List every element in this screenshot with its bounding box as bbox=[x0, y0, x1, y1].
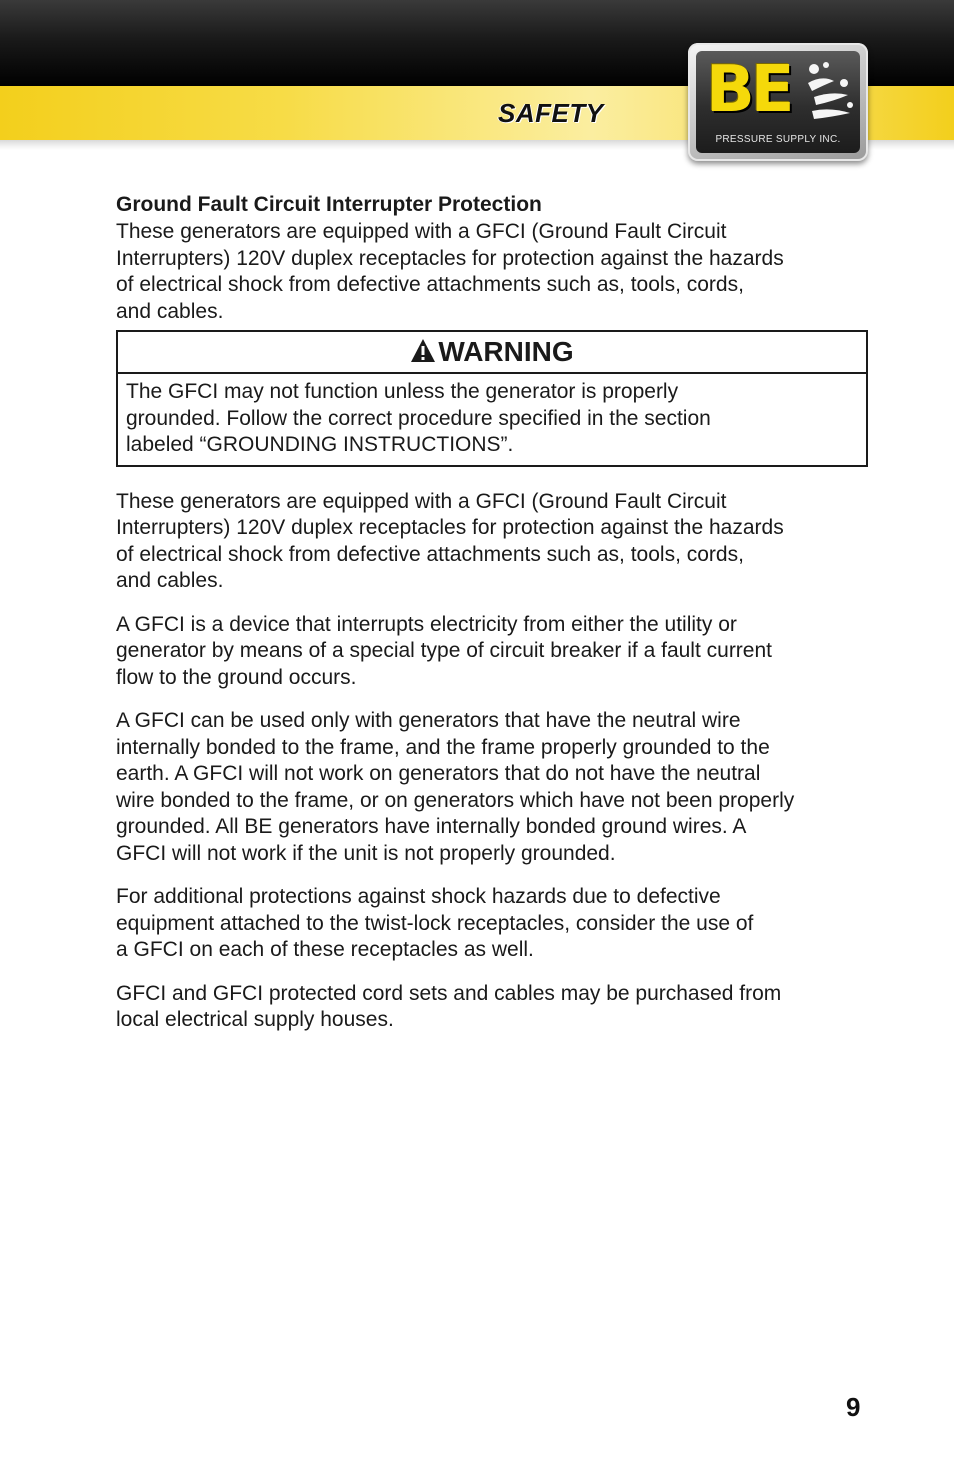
logo-tagline: PRESSURE SUPPLY INC. bbox=[715, 134, 841, 145]
spacer bbox=[116, 964, 868, 981]
logo-letters: BE bbox=[706, 53, 791, 127]
warning-header bbox=[118, 332, 866, 374]
section-title: SAFETY bbox=[498, 98, 604, 128]
paragraph: A GFCI is a device that interrupts electricity from either the utility or generator by means of a special type of circuit breaker if a fault current flow to the ground occurs. bbox=[116, 612, 772, 689]
spacer bbox=[116, 691, 868, 708]
page-content bbox=[116, 190, 868, 1034]
paragraph: A GFCI can be used only with generators that have the neutral wire internally bonded to the frame, and the frame properly grounded to the earth. A GFCI will not work on generators that do not have the neutral wire bonded to the frame, or on generators which have not been properly grounded. All BE generators have internally bonded ground wires. A GFCI will not work if the unit is not properly grounded. bbox=[116, 709, 795, 865]
spacer bbox=[116, 595, 868, 612]
spacer bbox=[116, 467, 868, 489]
warning-text: The GFCI may not function unless the generator is properly grounded. Follow the correct procedure specified in the section labeled “GROUNDING INSTRUCTIONS”. bbox=[126, 380, 711, 456]
spacer bbox=[116, 867, 868, 884]
warning-body bbox=[118, 374, 866, 465]
section-heading: Ground Fault Circuit Interrupter Protection bbox=[116, 193, 542, 216]
paragraph: These generators are equipped with a GFCI (Ground Fault Circuit Interrupters) 120V duplex receptacles for protection against the hazards of electrical shock from defective attachments such as, tools, cords, and cables. bbox=[116, 489, 784, 592]
intro-paragraph: These generators are equipped with a GFCI (Ground Fault Circuit Interrupters) 120V duplex receptacles for protection against the hazards of electrical shock from defective attachments such as, tools, cords, and cables. bbox=[116, 220, 784, 323]
splash-icon bbox=[804, 61, 856, 127]
logo-panel bbox=[696, 51, 860, 153]
warning-box bbox=[116, 330, 868, 467]
paragraph: GFCI and GFCI protected cord sets and cables may be purchased from local electrical supply houses. bbox=[116, 981, 782, 1031]
page-number: 9 bbox=[846, 1392, 861, 1422]
paragraph: For additional protections against shock hazards due to defective equipment attached to the twist-lock receptacles, consider the use of a GFCI on each of these receptacles as well. bbox=[116, 885, 754, 961]
warning-title: WARNING bbox=[438, 336, 574, 367]
be-pressure-logo bbox=[688, 43, 868, 161]
warning-triangle-icon bbox=[410, 338, 436, 364]
